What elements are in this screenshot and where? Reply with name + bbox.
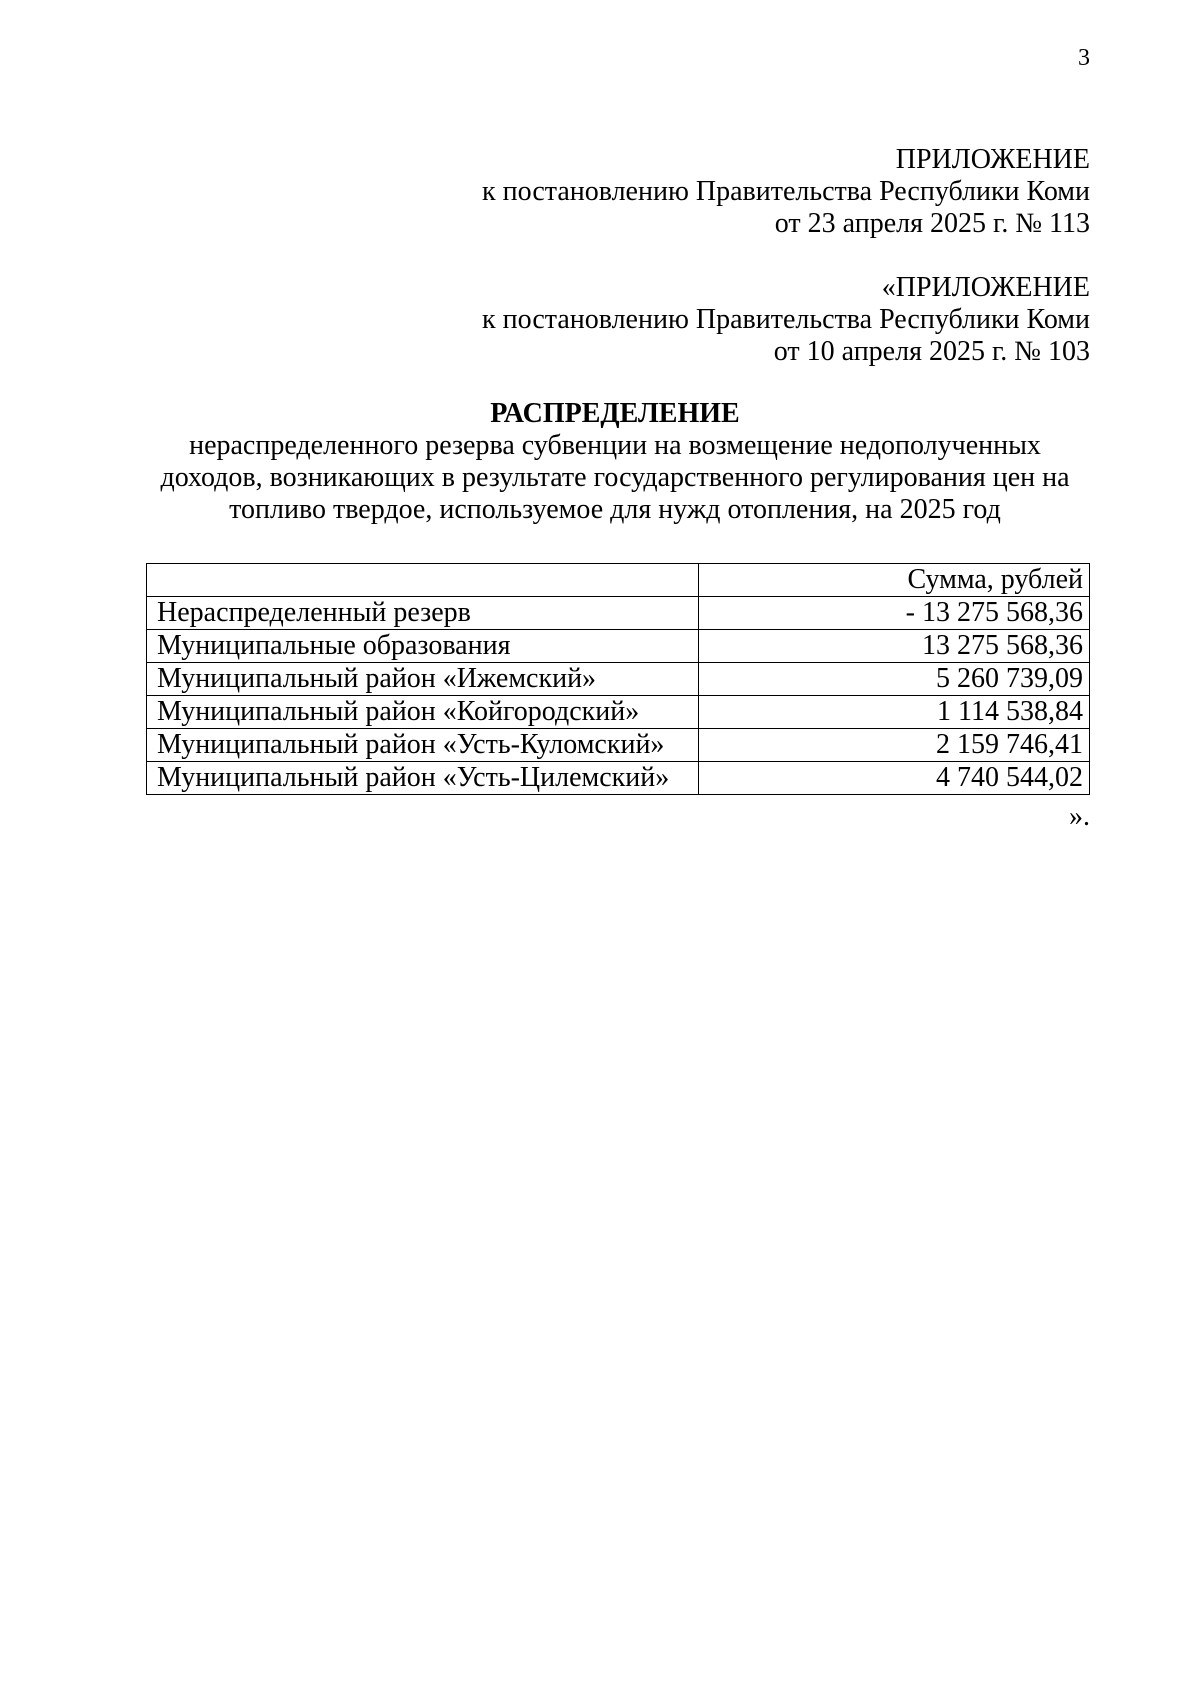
row-sum: 4 740 544,02 (699, 762, 1090, 795)
annex-current-line2: от 23 апреля 2025 г. № 113 (774, 208, 1090, 239)
row-name: Нераспределенный резерв (147, 597, 699, 630)
title-line-2: доходов, возникающих в результате государственного регулирования цен на (160, 462, 1070, 493)
table-header-sum: Сумма, рублей (699, 564, 1090, 597)
table-row (147, 663, 1090, 696)
page-number: 3 (1078, 45, 1090, 71)
row-sum: 2 159 746,41 (699, 729, 1090, 762)
row-sum: - 13 275 568,36 (699, 597, 1090, 630)
table-row (147, 630, 1090, 663)
table-row (147, 729, 1090, 762)
annex-previous-line1: к постановлению Правительства Республики Коми (482, 304, 1090, 335)
table-row (147, 696, 1090, 729)
table-header-name (147, 564, 699, 597)
title-line-1: нераспределенного резерва субвенции на возмещение недополученных (189, 430, 1041, 461)
annex-previous (482, 272, 1090, 368)
title-line-3: топливо твердое, используемое для нужд отопления, на 2025 год (229, 494, 1001, 525)
annex-current-heading: ПРИЛОЖЕНИЕ (895, 144, 1090, 175)
table-row (147, 762, 1090, 795)
row-name: Муниципальный район «Койгородский» (147, 696, 699, 729)
row-sum: 13 275 568,36 (699, 630, 1090, 663)
annex-previous-line2: от 10 апреля 2025 г. № 103 (773, 336, 1090, 367)
annex-current (482, 144, 1090, 240)
row-sum: 1 114 538,84 (699, 696, 1090, 729)
closing-quote: ». (1069, 801, 1090, 832)
table-header-row (147, 564, 1090, 597)
row-name: Муниципальный район «Усть-Куломский» (147, 729, 699, 762)
annex-previous-heading: «ПРИЛОЖЕНИЕ (881, 272, 1090, 303)
row-name: Муниципальные образования (147, 630, 699, 663)
document-title (140, 398, 1090, 526)
table-row (147, 597, 1090, 630)
title-main: РАСПРЕДЕЛЕНИЕ (490, 398, 740, 429)
distribution-table (146, 563, 1090, 795)
row-name: Муниципальный район «Ижемский» (147, 663, 699, 696)
annex-current-line1: к постановлению Правительства Республики Коми (482, 176, 1090, 207)
row-sum: 5 260 739,09 (699, 663, 1090, 696)
row-name: Муниципальный район «Усть-Цилемский» (147, 762, 699, 795)
